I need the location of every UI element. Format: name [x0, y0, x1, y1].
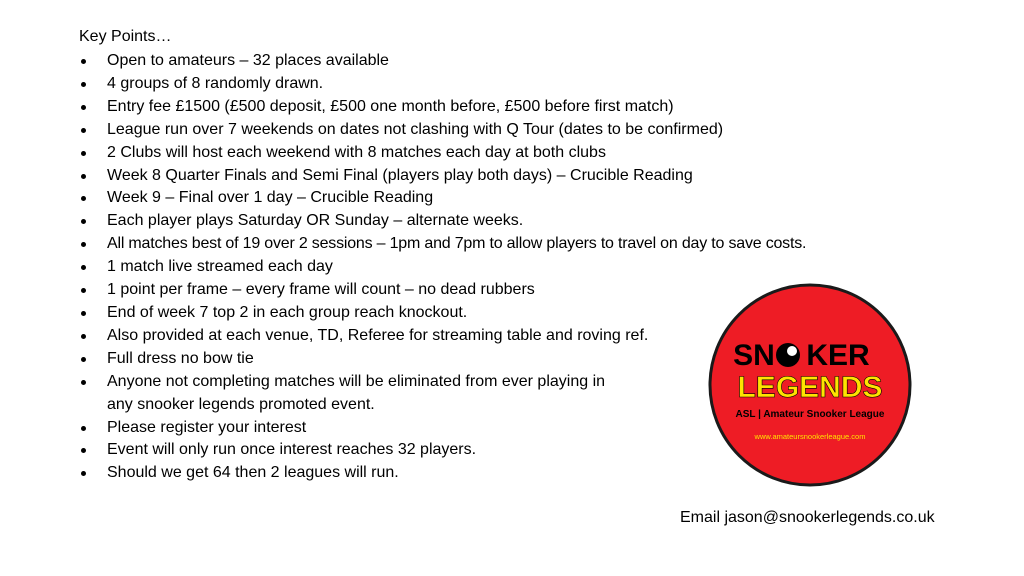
bullet-icon [81, 426, 86, 431]
list-item: All matches best of 19 over 2 sessions – 1pm and 7pm to allow players to travel on day to save costs. [79, 233, 806, 256]
contact-email: Email jason@snookerlegends.co.uk [680, 509, 935, 526]
list-item-continuation: any snooker legends promoted event. [107, 395, 375, 413]
list-item: Event will only run once interest reaches 32 players. [79, 439, 806, 462]
list-item: Each player plays Saturday OR Sunday – alternate weeks. [79, 210, 806, 233]
list-item: 4 groups of 8 randomly drawn. [79, 73, 806, 96]
snooker-ball-icon [776, 343, 800, 367]
key-points-heading: Key Points… [79, 28, 172, 45]
bullet-icon [81, 59, 86, 64]
bullet-icon [81, 357, 86, 362]
ball-highlight-icon [787, 346, 797, 356]
bullet-icon [81, 311, 86, 316]
logo-url: www.amateursnookerleague.com [754, 432, 866, 441]
bullet-icon [81, 219, 86, 224]
bullet-icon [81, 174, 86, 179]
bullet-icon [81, 105, 86, 110]
bullet-icon [81, 448, 86, 453]
bullet-icon [81, 334, 86, 339]
list-item: Entry fee £1500 (£500 deposit, £500 one month before, £500 before first match) [79, 96, 806, 119]
logo-word-legends: LEGENDS [737, 371, 883, 404]
list-item: Week 8 Quarter Finals and Semi Final (players play both days) – Crucible Reading [79, 165, 806, 188]
bullet-icon [81, 82, 86, 87]
list-item: Should we get 64 then 2 leagues will run. [79, 462, 806, 485]
bullet-icon [81, 380, 86, 385]
bullet-icon [81, 128, 86, 133]
snooker-legends-logo [708, 283, 912, 487]
list-item: Open to amateurs – 32 places available [79, 50, 806, 73]
bullet-icon [81, 196, 86, 201]
key-points-list [79, 50, 806, 485]
list-item: Also provided at each venue, TD, Referee for streaming table and roving ref. [79, 325, 806, 348]
list-item: 2 Clubs will host each weekend with 8 matches each day at both clubs [79, 142, 806, 165]
logo-word-ker: KER [806, 339, 870, 372]
list-item: Week 9 – Final over 1 day – Crucible Reading [79, 187, 806, 210]
list-item: 1 match live streamed each day [79, 256, 806, 279]
bullet-icon [81, 242, 86, 247]
list-item: Full dress no bow tie [79, 348, 806, 371]
logo-tagline: ASL | Amateur Snooker League [735, 409, 885, 420]
list-item: End of week 7 top 2 in each group reach knockout. [79, 302, 806, 325]
bullet-icon [81, 151, 86, 156]
list-item: Anyone not completing matches will be eliminated from ever playing in any snooker legends promoted event. [79, 371, 806, 417]
list-item: 1 point per frame – every frame will count – no dead rubbers [79, 279, 806, 302]
logo-word-sn: SN [733, 339, 775, 372]
list-item: Please register your interest [79, 417, 806, 440]
bullet-icon [81, 288, 86, 293]
bullet-icon [81, 471, 86, 476]
list-item: League run over 7 weekends on dates not clashing with Q Tour (dates to be confirmed) [79, 119, 806, 142]
bullet-icon [81, 265, 86, 270]
